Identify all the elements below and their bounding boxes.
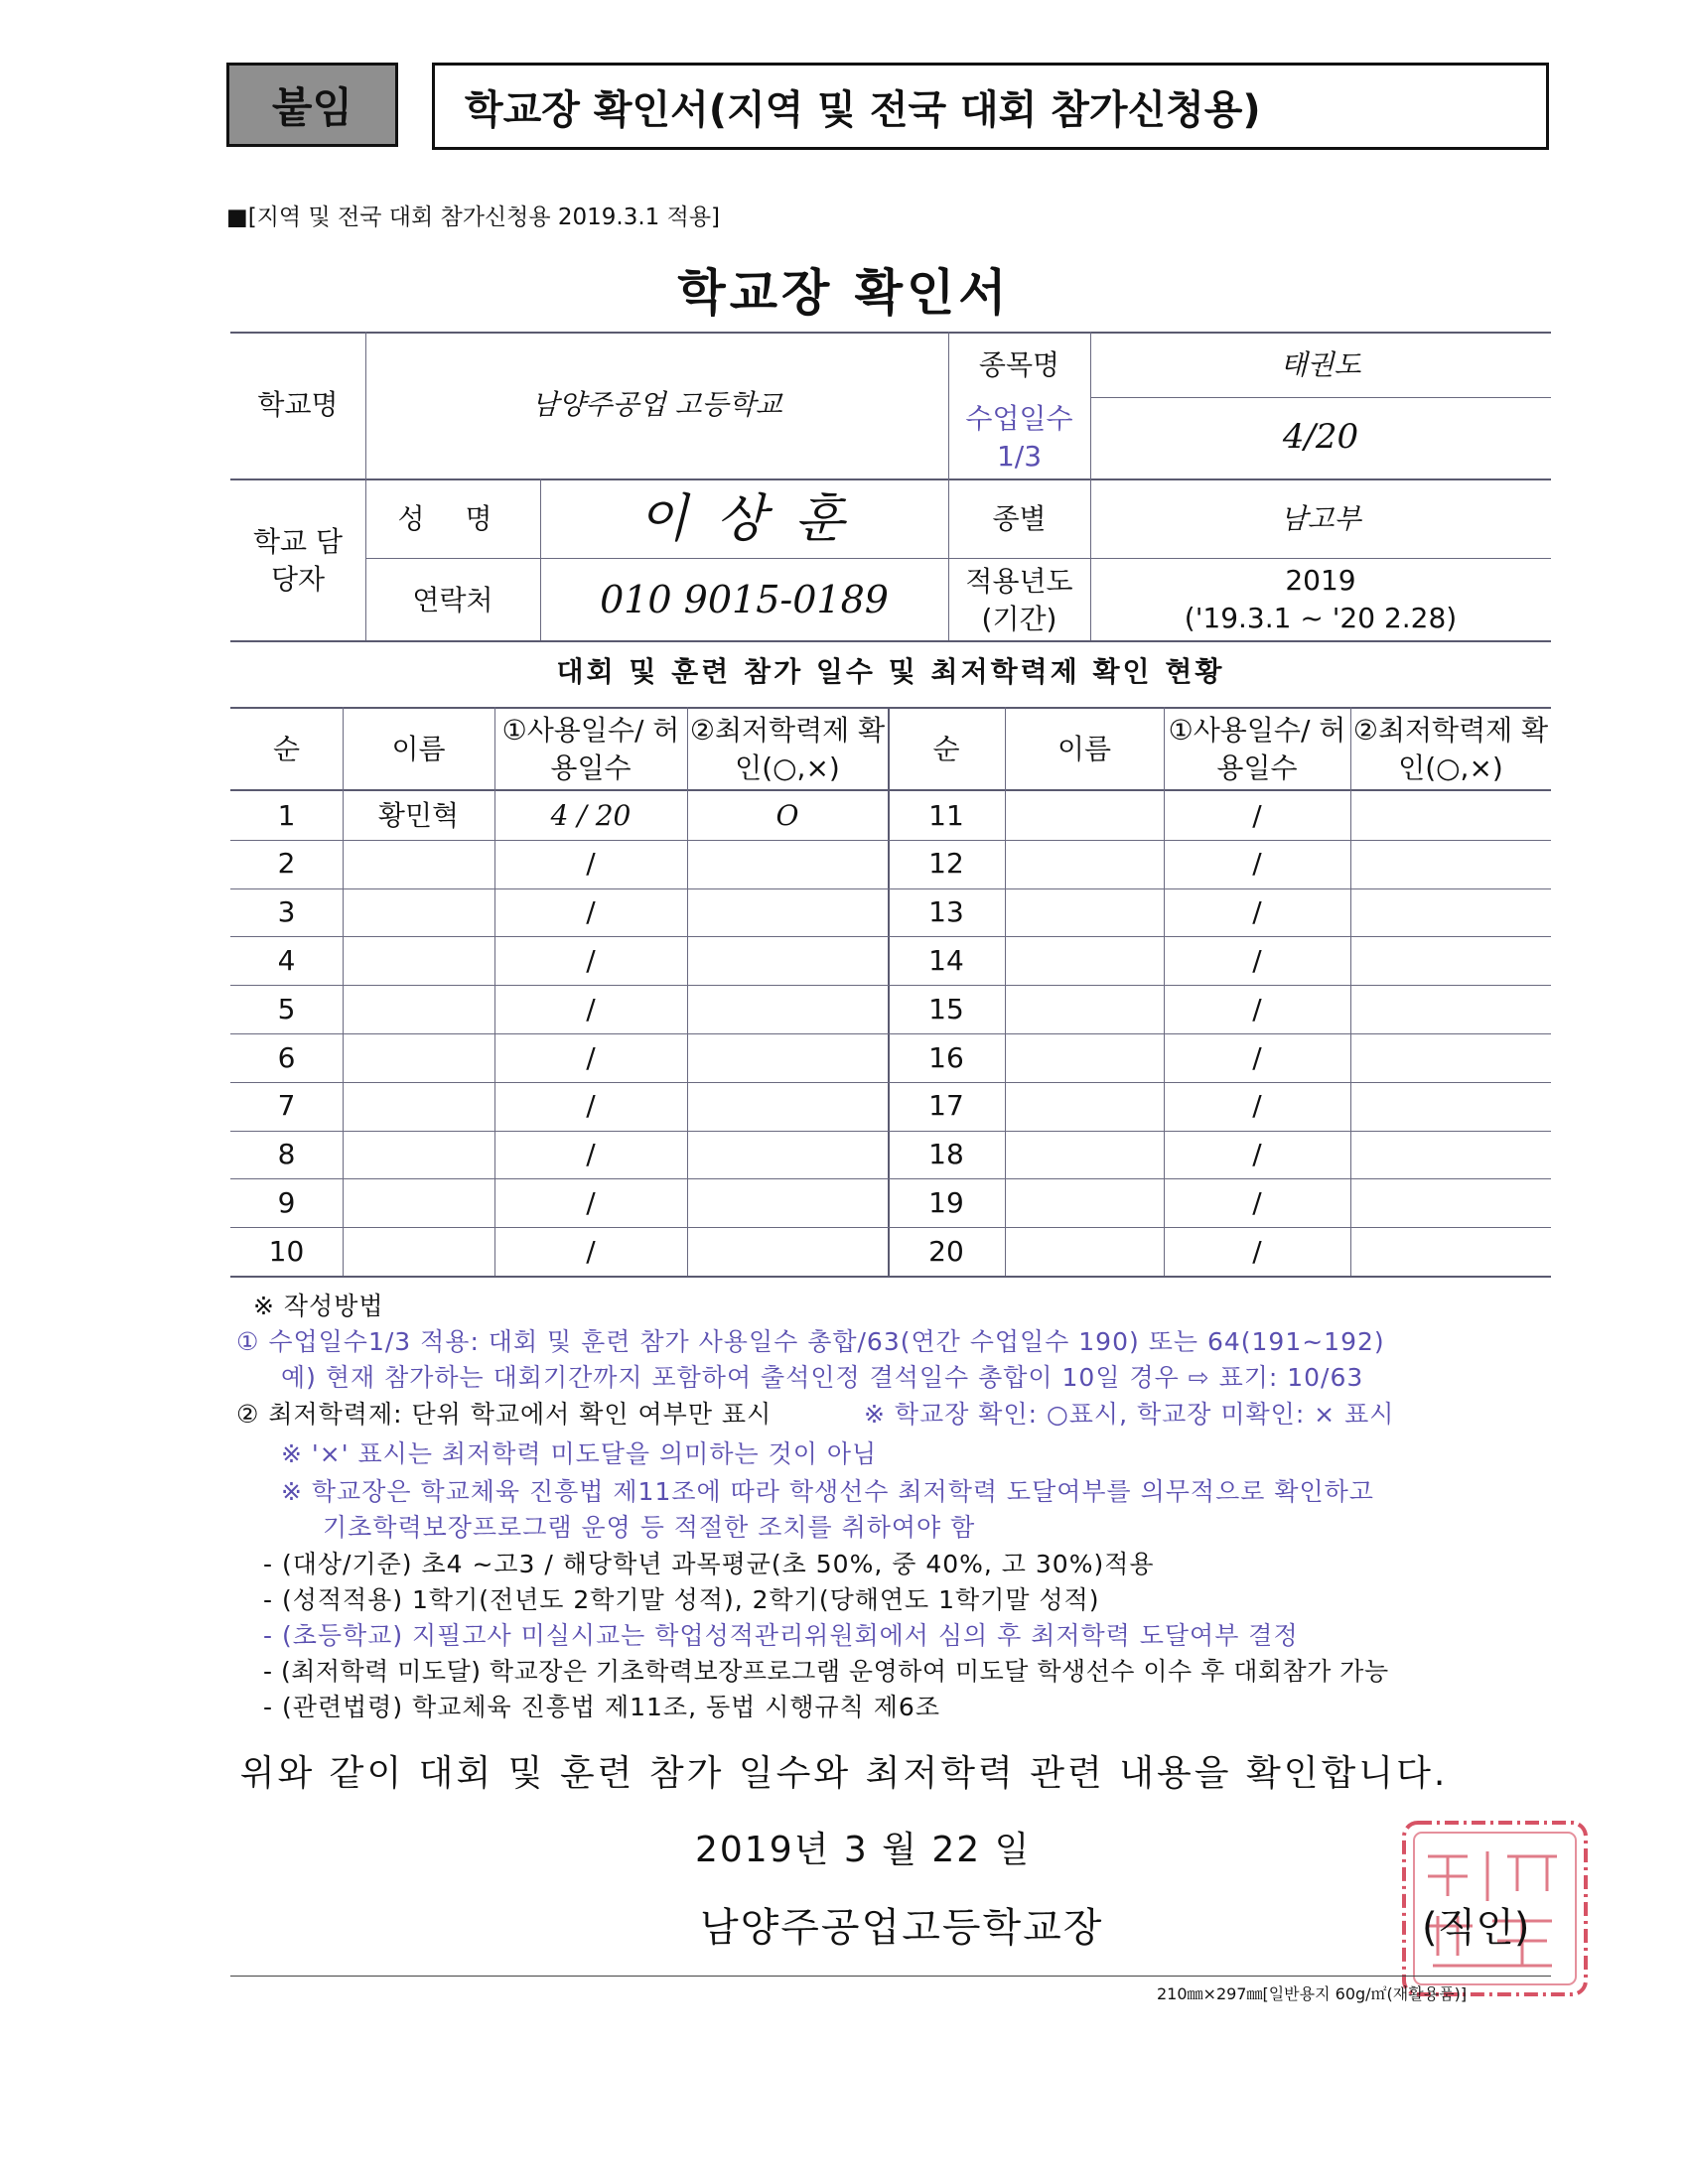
col-no-left: 순 — [272, 732, 301, 765]
col-days-right: ①사용일수/ 허용일수 — [1168, 713, 1346, 784]
col-check-left: ②최저학력제 확인(○,×) — [689, 713, 886, 784]
table-cell-no: 15 — [928, 992, 964, 1025]
event-value: 태권도 — [1280, 348, 1361, 382]
table-cell-check — [1350, 1131, 1551, 1179]
table-cell-no: 2 — [277, 847, 296, 881]
table-cell-no: 6 — [277, 1040, 296, 1074]
school-value: 남양주공업 고등학교 — [531, 388, 782, 422]
event-label: 종목명 — [978, 348, 1060, 382]
table-cell-no: 7 — [277, 1089, 296, 1123]
detail-5: - (관련법령) 학교체육 진흥법 제11조, 동법 시행규칙 제6조 — [263, 1693, 940, 1721]
table-cell-name — [343, 936, 494, 985]
detail-3: - (초등학교) 지필고사 미실시교는 학업성적관리위원회에서 심의 후 최저학력 도달여부 결정 — [263, 1621, 1299, 1650]
col-no-right: 순 — [932, 732, 960, 765]
table-cell-name — [1005, 1131, 1164, 1179]
table-cell-no: 18 — [928, 1138, 964, 1171]
table-cell-check — [1350, 840, 1551, 888]
contact-label: 연락처 — [412, 583, 493, 616]
table-cell-no: 19 — [928, 1185, 964, 1219]
table-cell-no: 5 — [277, 992, 296, 1025]
table-cell-days: / — [1252, 895, 1262, 929]
table-cell-days: / — [1252, 1234, 1262, 1268]
table-row-divider — [230, 1082, 888, 1083]
attachment-tag: 붙임 — [226, 63, 398, 147]
table-row-divider — [230, 1131, 888, 1132]
table-cell-check — [687, 1033, 888, 1082]
confirmation-statement: 위와 같이 대회 및 훈련 참가 일수와 최저학력 관련 내용을 확인합니다. — [239, 1753, 1449, 1794]
table-cell-check — [1350, 791, 1551, 840]
year-value: 2019 — [1285, 564, 1356, 598]
class-days-label: 수업일수 1/3 — [965, 402, 1073, 473]
table-cell-name — [1005, 1082, 1164, 1131]
principal-signature-line: 남양주공업고등학교장 — [700, 1905, 1104, 1951]
table-cell-name — [343, 888, 494, 937]
table-cell-name — [1005, 1033, 1164, 1082]
table-cell-days: / — [586, 1040, 596, 1074]
table-row-divider — [230, 1227, 888, 1228]
year-label: 적용년도 (기간) — [965, 564, 1073, 635]
table-cell-days: / — [1252, 1138, 1262, 1171]
table-cell-check — [1350, 985, 1551, 1033]
table-row-divider — [888, 1131, 1551, 1132]
table-cell-check — [687, 1227, 888, 1276]
table-cell-no: 4 — [277, 943, 296, 977]
table-cell-check — [1350, 1033, 1551, 1082]
table-cell-days: / — [1252, 1040, 1262, 1074]
table-cell-name — [343, 840, 494, 888]
table-cell-name — [343, 1082, 494, 1131]
table-cell-check — [1350, 936, 1551, 985]
table-cell-days: / — [1252, 992, 1262, 1025]
note-3: ※ '×' 표시는 최저학력 미도달을 의미하는 것이 아님 — [281, 1439, 878, 1468]
table-cell-days: / — [586, 1089, 596, 1123]
table-cell-name — [343, 1131, 494, 1179]
detail-2: - (성적적용) 1학기(전년도 2학기말 성적), 2학기(당해연도 1학기말 성적) — [263, 1585, 1100, 1614]
class-days-value: 4/20 — [1282, 417, 1359, 458]
table-cell-days: / — [586, 943, 596, 977]
table-cell-days: / — [1252, 1185, 1262, 1219]
name-value: 이 상 훈 — [637, 488, 851, 549]
document-heading: 학교장 확인서(지역 및 전국 대회 참가신청용) — [432, 63, 1549, 150]
table-row-divider — [888, 1082, 1551, 1083]
table-cell-no: 13 — [928, 895, 964, 929]
table-cell-no: 9 — [277, 1185, 296, 1219]
table-cell-check — [687, 840, 888, 888]
paper-spec: 210㎜×297㎜[일반용지 60g/㎡(재활용품)] — [1157, 1984, 1468, 2003]
table-cell-name — [1005, 888, 1164, 937]
table-cell-no: 10 — [268, 1234, 305, 1268]
table-cell-check — [1350, 1227, 1551, 1276]
issue-date: 2019년 3 월 22 일 — [695, 1830, 1032, 1870]
table-row-divider — [230, 840, 888, 841]
detail-4: - (최저학력 미도달) 학교장은 기초학력보장프로그램 운영하여 미도달 학생선수 이수 후 대회참가 가능 — [263, 1657, 1389, 1686]
table-cell-name — [1005, 1178, 1164, 1227]
note-1-example: 예) 현재 참가하는 대회기간까지 포함하여 출석인정 결석일수 총합이 10일 경우 ⇨ 표기: 10/63 — [281, 1363, 1364, 1392]
table-row-divider — [230, 936, 888, 937]
note-4-cont: 기초학력보장프로그램 운영 등 적절한 조치를 취하여야 함 — [323, 1513, 976, 1542]
table-cell-days: / — [586, 992, 596, 1025]
table-cell-no: 11 — [928, 798, 964, 832]
table-row-divider — [888, 985, 1551, 986]
table-cell-check — [687, 1082, 888, 1131]
table-cell-name: 황민혁 — [377, 798, 460, 832]
table-cell-days: / — [1252, 943, 1262, 977]
table-cell-no: 12 — [928, 847, 964, 881]
note-4: ※ 학교장은 학교체육 진흥법 제11조에 따라 학생선수 최저학력 도달여부를 의무적으로 확인하고 — [281, 1477, 1374, 1506]
table-cell-check — [687, 985, 888, 1033]
table-cell-no: 16 — [928, 1040, 964, 1074]
col-check-right: ②최저학력제 확인(○,×) — [1352, 713, 1549, 784]
table-cell-name — [1005, 936, 1164, 985]
table-cell-name — [1005, 791, 1164, 840]
table-row-divider — [888, 1178, 1551, 1179]
note-1: ① 수업일수1/3 적용: 대회 및 훈련 참가 사용일수 총합/63(연간 수업일수 190) 또는 64(191~192) — [236, 1327, 1385, 1356]
col-days-left: ①사용일수/ 허용일수 — [501, 713, 680, 784]
table-row-divider — [888, 1033, 1551, 1034]
table-cell-days: / — [1252, 798, 1262, 832]
table-row-divider — [230, 888, 888, 889]
table-cell-days: / — [586, 1234, 596, 1268]
table-row-divider — [888, 888, 1551, 889]
table-cell-days: 4 / 20 — [550, 798, 632, 832]
seal-label: (직인) — [1422, 1905, 1530, 1951]
table-row-divider — [230, 1178, 888, 1179]
table-cell-name — [343, 985, 494, 1033]
table-cell-no: 17 — [928, 1089, 964, 1123]
detail-1: - (대상/기준) 초4 ~고3 / 해당학년 과목평균(초 50%, 중 40%, 고 30%)적용 — [263, 1550, 1155, 1578]
table-cell-days: / — [1252, 847, 1262, 881]
notes-heading: ※ 작성방법 — [253, 1292, 384, 1320]
table-cell-no: 3 — [277, 895, 296, 929]
table-cell-days: / — [586, 847, 596, 881]
table-cell-check — [687, 1131, 888, 1179]
table-row-divider — [888, 1227, 1551, 1228]
table-cell-check — [687, 888, 888, 937]
table-cell-check — [1350, 888, 1551, 937]
table-row-divider — [888, 936, 1551, 937]
col-name-right: 이름 — [1056, 732, 1112, 765]
table-cell-name — [343, 1227, 494, 1276]
table-cell-days: / — [586, 1185, 596, 1219]
table-cell-name — [343, 1178, 494, 1227]
category-label: 종별 — [992, 502, 1047, 536]
table-cell-check — [687, 936, 888, 985]
table-cell-check — [1350, 1082, 1551, 1131]
table-cell-days: / — [1252, 1089, 1262, 1123]
table-cell-check — [1350, 1178, 1551, 1227]
period-value: ('19.3.1 ~ '20 2.28) — [1184, 602, 1458, 634]
table-cell-check: O — [775, 798, 799, 832]
table-row-divider — [230, 985, 888, 986]
table-cell-no: 1 — [277, 798, 296, 832]
table-caption: 대회 및 훈련 참가 일수 및 최저학력제 확인 현황 — [556, 655, 1225, 689]
page-title: 학교장 확인서 — [677, 264, 1011, 322]
note-2: ② 최저학력제: 단위 학교에서 확인 여부만 표시 — [236, 1400, 773, 1429]
table-cell-name — [343, 1033, 494, 1082]
table-cell-name — [1005, 840, 1164, 888]
table-cell-name — [1005, 985, 1164, 1033]
form-version-note: ■[지역 및 전국 대회 참가신청용 2019.3.1 적용] — [226, 205, 721, 230]
school-label: 학교명 — [257, 388, 339, 422]
table-cell-no: 14 — [928, 943, 964, 977]
table-cell-no: 20 — [928, 1234, 964, 1268]
table-cell-no: 8 — [277, 1138, 296, 1171]
category-value: 남고부 — [1280, 502, 1361, 536]
note-2-marking: ※ 학교장 확인: ○표시, 학교장 미확인: × 표시 — [864, 1400, 1395, 1429]
name-label: 성 명 — [397, 502, 508, 536]
table-row-divider — [888, 840, 1551, 841]
contact-value: 010 9015-0189 — [600, 577, 889, 621]
col-name-left: 이름 — [391, 732, 446, 765]
manager-label: 학교 담당자 — [252, 524, 344, 596]
table-cell-days: / — [586, 895, 596, 929]
table-row-divider — [230, 1033, 888, 1034]
table-cell-days: / — [586, 1138, 596, 1171]
table-cell-name — [1005, 1227, 1164, 1276]
table-cell-check — [687, 1178, 888, 1227]
